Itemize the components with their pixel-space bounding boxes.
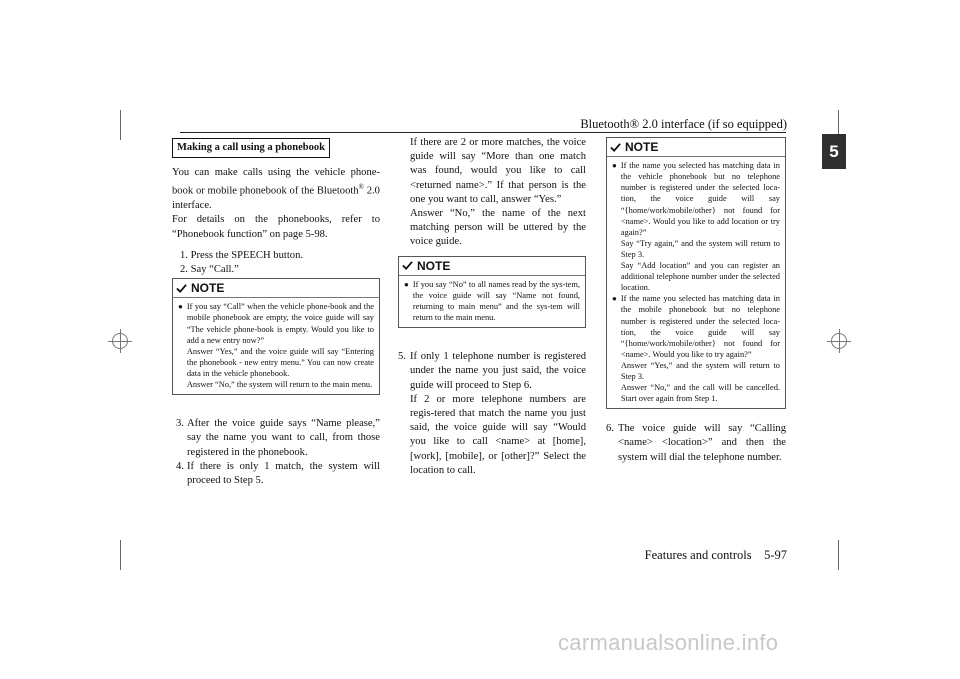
step-4 (172, 460, 380, 488)
step-number: 4. (176, 460, 184, 472)
checkmark-icon (176, 283, 187, 294)
note-text: If you say “Call” when the vehicle phone-book and the mobile phonebook are empty, the voice guide will say “The vehicle phone-book is empty. Would you like to add a new entry now?” Answer “Yes,” and the voice guide will say “Entering the phonebook - new entry menu.” You can now create data in the vehicle phonebook. Answer “No,” the system will return to the main menu. (186, 302, 374, 390)
bullet: ● (404, 279, 409, 289)
paragraph: If there are 2 or more matches, the voice guide will say “More than one match was found, would you like to call <returned name>.” If that person is the one you want to call, answer “Yes.” (410, 137, 586, 205)
note-item (178, 301, 374, 390)
step-number: 6. (606, 423, 614, 435)
step-2: 2. Say “Call.” (180, 263, 239, 275)
step-number: 3. (176, 418, 184, 430)
checkmark-icon (402, 260, 413, 271)
intro-reference: For details on the phonebooks, refer to “Phonebook function” on page 5-98. (172, 214, 380, 240)
note-item (612, 293, 780, 404)
page-header-title: Bluetooth® 2.0 interface (if so equipped) (580, 117, 787, 131)
note-body (607, 157, 785, 408)
watermark: carmanualsonline.info (558, 630, 779, 655)
bullet: ● (612, 161, 617, 171)
registration-mark (831, 333, 847, 349)
page-footer: Features and controls 5-97 (644, 548, 787, 562)
note-text: If you say “No” to all names read by the sys-tem, the voice guide will say “Name not found, returning to main menu” and the sys-tem will return to the main menu. (412, 279, 580, 323)
step-text: The voice guide will say “Calling <name> <location>” and then the system will dial the telephone number. (618, 423, 786, 463)
note-box (172, 278, 380, 395)
header-rule (180, 132, 786, 133)
note-label: NOTE (191, 281, 225, 296)
note-header (399, 257, 585, 276)
note-box (398, 256, 586, 329)
step-1: 1. Press the SPEECH button. (180, 249, 304, 261)
registration-mark (112, 333, 128, 349)
note-item (612, 160, 780, 293)
column-2 (398, 136, 586, 478)
step-5 (398, 350, 586, 478)
note-header (173, 279, 379, 298)
note-text: If the name you selected has matching data in the vehicle phonebook but no telephone number is registered under the selected loca-tion, the voice guide will say “{home/work/mobile/other} not found for <name>. Would you like to add location or try again?” Say “Try again,” and the system will return to Step 3. Say “Add location” and you can register an additional telephone number under the selected location. (620, 161, 780, 293)
step-text: If there is only 1 match, the system will proceed to Step 5. (187, 460, 380, 486)
column-1 (172, 138, 380, 488)
intro-paragraph: You can make calls using the vehicle phone-book or mobile phonebook of the Bluetooth® 2.0 interface. (172, 167, 380, 212)
registered-mark: ® (358, 183, 364, 192)
note-text: If the name you selected has matching data in the mobile phonebook but no telephone number is registered under the selected loca-tion, the voice guide will say “{home/work/mobile/other} not found for <name>. Would you like to try again?” Answer “Yes,” and the system will return to Step 3. Answer “No,” and the call will be cancelled. Start over again from Step 1. (620, 294, 780, 404)
step-3 (172, 417, 380, 460)
note-item (404, 279, 580, 323)
crop-mark (838, 540, 839, 570)
bullet: ● (178, 302, 183, 312)
step-number: 5. (398, 351, 406, 363)
step-text: If only 1 telephone number is registered under the name you just said, the voice guide will proceed to Step 6. If 2 or more telephone numbers are regis-tered that match the name you just said, the voice guide will say “Would you like to call <name> at [home], [work], [mobile], or [other]?” Select the location to call. (410, 351, 586, 476)
note-box (606, 137, 786, 409)
paragraph: Answer “No,” the name of the next matching person will be uttered by the voice guide. (410, 208, 586, 248)
bullet: ● (612, 294, 617, 304)
chapter-tab: 5 (822, 134, 846, 169)
step-6 (606, 422, 786, 465)
note-label: NOTE (417, 258, 451, 273)
crop-mark (120, 540, 121, 570)
note-body (399, 276, 585, 327)
note-header (607, 138, 785, 157)
crop-mark (120, 110, 121, 140)
column-3 (606, 137, 786, 465)
checkmark-icon (610, 142, 621, 153)
section-heading: Making a call using a phonebook (172, 138, 330, 158)
note-body (173, 298, 379, 394)
step-text: After the voice guide says “Name please,” say the name you want to call, from those registered in the phonebook. (187, 418, 380, 458)
note-label: NOTE (625, 140, 659, 154)
